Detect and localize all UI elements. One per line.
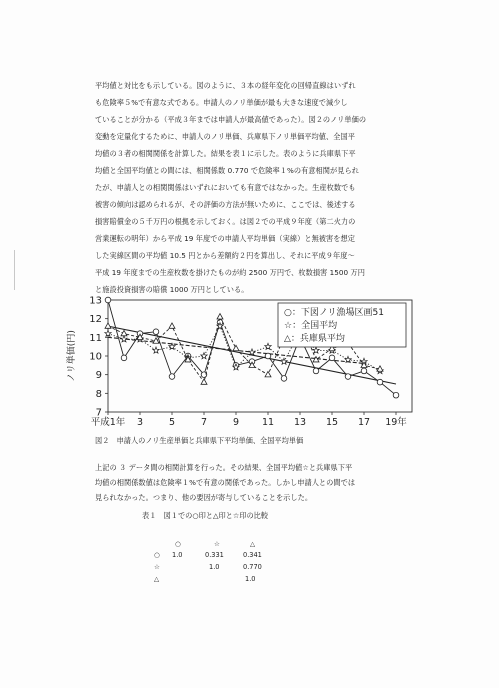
x-tick-label: 17	[357, 417, 371, 428]
data-point-circle	[265, 353, 271, 359]
x-tick-label: 15	[325, 417, 339, 428]
data-point-circle	[281, 376, 287, 382]
data-point-circle	[105, 297, 111, 303]
data-point-triangle	[217, 314, 223, 319]
table-cell: 1.0	[245, 575, 256, 583]
legend-entry: ○：下図ノリ漁場区画51	[284, 308, 384, 318]
legend-entry: ☆：全国平均	[284, 321, 338, 331]
y-tick-label: 12	[89, 314, 102, 326]
x-tick-label: 7	[200, 417, 208, 428]
table-header-circle: ○	[175, 540, 181, 548]
table-cell: 0.770	[243, 563, 262, 571]
text-line: 変動を定量化するために、申請人のノリ単価、兵庫県下ノリ単価平均値、全国平	[95, 132, 355, 141]
x-tick-label: 19年	[385, 417, 407, 428]
paragraph-1	[95, 77, 415, 298]
y-tick-label: 7	[95, 407, 102, 419]
data-point-triangle	[233, 345, 239, 350]
data-point-circle	[345, 374, 351, 380]
table-header-triangle: △	[250, 540, 256, 548]
table-title: 表１ 図１での○印と△印と☆印の比較	[142, 511, 269, 520]
y-tick-label: 10	[89, 351, 102, 363]
y-tick-label: 8	[95, 388, 102, 400]
text-line: 均値と全国平均値との間には、相関係数 0.770 で危険率１%の有意相関が見られ	[95, 166, 359, 175]
text-line: 営業運転の明年）から平成 19 年度での申請人平均単価（実線）と無被害を想定	[95, 234, 355, 243]
x-tick-label: 11	[261, 417, 275, 428]
text-line: 見られなかった。つまり、他の要因が寄与していることを示した。	[95, 493, 313, 502]
scan-edge-mark	[14, 250, 15, 290]
data-point-triangle	[105, 323, 111, 328]
data-point-star	[153, 347, 159, 353]
data-point-circle	[329, 355, 335, 361]
data-point-star	[313, 347, 319, 353]
text-line: 被害の傾向は認められるが、その評価の方法が無いために、ここでは、後述する	[95, 200, 356, 209]
x-tick-label: 5	[168, 417, 176, 428]
text-line: 均値の３者の相関関係を計算した。結果を表１に示した。表のように兵庫県下平	[95, 149, 356, 158]
table-cell: 0.341	[243, 551, 262, 559]
figure-caption: 図２ 申請人のノリ生産単価と兵庫県下平均単価、全国平均単価	[95, 436, 304, 445]
x-tick-label: 平成1年	[90, 417, 126, 428]
data-point-triangle	[169, 323, 175, 328]
table-header-star: ☆	[214, 540, 220, 548]
data-point-circle	[313, 368, 319, 374]
y-axis-label: ノリ単価(円)	[67, 330, 77, 382]
table-row-label: ☆	[154, 563, 160, 571]
y-tick-label: 11	[89, 332, 102, 344]
text-line: たが、申請人との相関関係はいずれにおいても有意ではなかった。生産枚数でも	[95, 183, 356, 192]
text-line: 平成 19 年度までの生産枚数を掛けたものが約 2500 万円で、枚数損害 1500 万円	[95, 268, 365, 277]
table-cell: 1.0	[172, 551, 183, 559]
text-line: ていることが分かる（平成３年までは申請人が最高値であった）。図２のノリ単価の	[95, 115, 367, 124]
data-point-triangle	[265, 371, 271, 376]
text-line: 均値の相関係数値は危険率１%で有意の関係であった。しかし申請人との間では	[95, 478, 356, 487]
data-point-circle	[361, 368, 367, 374]
data-point-star	[121, 336, 127, 342]
price-trend-chart	[60, 290, 420, 430]
y-tick-label: 9	[95, 370, 102, 382]
data-point-triangle	[201, 379, 207, 384]
data-point-star	[265, 343, 271, 349]
data-point-circle	[121, 355, 127, 361]
table-row-label: △	[154, 575, 160, 583]
text-line: した実線区間の平均値 10.5 円とから差額約２円を算出し、それに平成９年度〜	[95, 251, 355, 260]
data-point-circle	[153, 329, 159, 335]
text-line: 上記の ３ データ間の相関計算を行った。その結果、全国平均値☆と兵庫県下平	[95, 463, 353, 472]
text-line: 平均値と対比をも示している。図のように、３本の経年変化の回帰直線はいずれ	[95, 81, 356, 90]
y-tick-label: 13	[89, 295, 102, 307]
x-tick-label: 3	[136, 417, 144, 428]
data-point-circle	[393, 392, 399, 398]
table-cell: 0.331	[205, 551, 224, 559]
text-line: も危険率５%で有意な式である。申請人のノリ単価が最も大きな速度で減少し	[95, 98, 348, 107]
data-point-star	[201, 353, 207, 359]
table-cell: 1.0	[209, 563, 220, 571]
x-tick-label: 13	[293, 417, 307, 428]
data-point-star	[281, 358, 287, 364]
text-line: 損害賠償金の５千万円の根拠を示しておく。は図２での平成９年度（第二火力の	[95, 217, 356, 226]
paragraph-2	[95, 460, 415, 505]
text-line: と施設投資損害の賠償 1000 万円としている。	[95, 285, 249, 294]
legend-entry: △：兵庫県平均	[284, 334, 345, 344]
data-point-circle	[377, 379, 383, 385]
data-point-circle	[169, 374, 175, 380]
x-tick-label: 9	[232, 417, 240, 428]
table-row-label: ○	[154, 551, 160, 559]
